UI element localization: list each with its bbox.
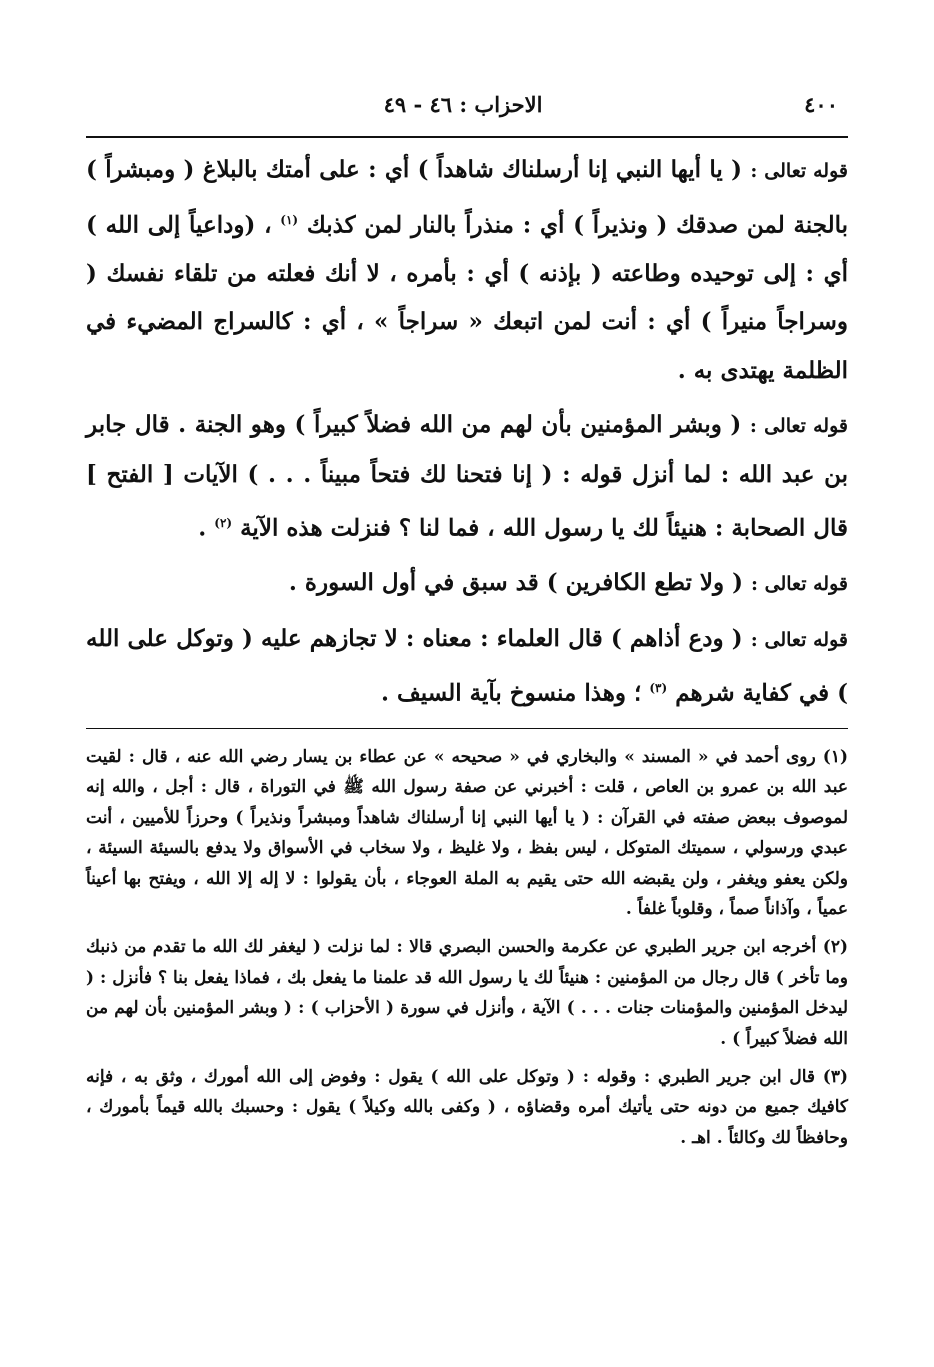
verse-text: ( ودع أذاهم ) قال العلماء : معناه : لا تجازهم عليه ( وتوكل على الله ) في كفاية شرهم xyxy=(86,624,848,707)
verse-text: ( يا أيها النبي إنا أرسلناك شاهداً ) أي : على أمتك بالبلاغ ( ومبشراً ) بالجنة لمن صدقك ( ونذيراً ) أي : منذراً بالنار لمن كذبك xyxy=(86,156,848,239)
footnote-3: (٣) قال ابن جرير الطبري : وقوله : ( وتوكل على الله ) يقول : وفوض إلى الله أمورك ، وثق به ، فإنه كافيك جميع من دونه حتى يأتيك أمره وقضاؤه ، ( وكفى بالله وكيلاً ) يقول : وحسبك بالله قيماً بأمورك ، وحافظاً لك وكالئاً . اهـ . xyxy=(86,1067,848,1148)
verse-label: قوله تعالى : xyxy=(751,573,848,596)
footnote-1: (١) روى أحمد في « المسند » والبخاري في « صحيحه » عن عطاء بن يسار رضي الله عنه ، قال : لقيت عبد الله بن عمرو بن العاص ، قلت : أخبرني عن صفة رسول الله ﷺ في التوراة ، قال : أجل ، والله إنه لموصوف ببعض صفته في القرآن : ( يا أيها النبي إنا أرسلناك شاهداً ومبشراً ونذيراً ) وحرزاً للأميين ، أنت عبدي ورسولي ، سميتك المتوكل ، ليس بفظ ، ولا غليظ ، ولا سخاب في الأسواق ولا يدفع بالسيئة السيئة ، ولكن يعفو ويغفر ، ولن يقبضه الله حتى يقيم به الملة العوجاء ، بأن يقولوا : لا إله إلا الله ، ويفتح بها أعيناً عمياً ، وآذاناً صماً ، وقلوباً غلفاً . xyxy=(86,747,848,920)
paragraph-4 xyxy=(86,615,848,719)
page-header xyxy=(88,88,838,128)
paragraph-1 xyxy=(86,146,848,395)
verse-text: ( ولا تطع الكافرين ) قد سبق في أول السورة . xyxy=(288,569,743,597)
header-rule xyxy=(86,136,848,138)
running-title: الاحزاب : ٤٦ - ٤٩ xyxy=(383,92,543,117)
footnote-ref-3[interactable]: (٣) xyxy=(649,681,668,696)
paragraph-3 xyxy=(86,559,848,609)
main-text xyxy=(86,146,848,724)
verse-label: قوله تعالى : xyxy=(750,628,848,651)
page-number: ٤٠٠ xyxy=(804,92,838,117)
paragraph-2 xyxy=(86,401,848,553)
verse-text-cont: ؛ وهذا منسوخ بآية السيف . xyxy=(380,679,642,707)
verse-text-cont: . xyxy=(198,514,207,542)
verse-text: ( وبشر المؤمنين بأن لهم من الله فضلاً كبيراً ) وهو الجنة . قال جابر بن عبد الله : لما أنزل قوله : ( إنا فتحنا لك فتحاً مبيناً . . . ) الآيات [ الفتح ] قال الصحابة : هنيئاً لك يا رسول الله ، فما لنا ؟ فنزلت هذه الآية xyxy=(86,411,848,542)
footnotes xyxy=(86,742,848,1161)
verse-label: قوله تعالى : xyxy=(749,415,848,438)
footnote-2: (٢) أخرجه ابن جرير الطبري عن عكرمة والحسن البصري قالا : لما نزلت ( ليغفر لك الله ما تقدم من ذنبك وما تأخر ) قال رجال من المؤمنين : هنيئاً لك يا رسول الله قد علمنا ما يفعل بك ، فماذا يفعل بنا ؟ فأنزل : ( ليدخل المؤمنين والمؤمنات جنات . . . ) الآية ، وأنزل في سورة ( الأحزاب ) : ( وبشر المؤمنين بأن لهم من الله فضلاً كبيراً ) . xyxy=(86,937,848,1049)
footnote-rule xyxy=(86,728,848,729)
verse-label: قوله تعالى : xyxy=(750,160,848,182)
verse-text-cont: ، (وداعياً إلى الله ) أي : إلى توحيده وطاعته ( بإذنه ) أي : بأمره ، لا أنك فعلته من تلقاء نفسك ( وسراجاً منيراً ) أي : أنت لمن اتبعك « سراجاً » ، أي : كالسراج المضيء في الظلمة يهتدى به . xyxy=(86,211,848,384)
footnote-ref-1[interactable]: (١) xyxy=(280,212,299,227)
footnote-ref-2[interactable]: (٢) xyxy=(214,516,233,531)
